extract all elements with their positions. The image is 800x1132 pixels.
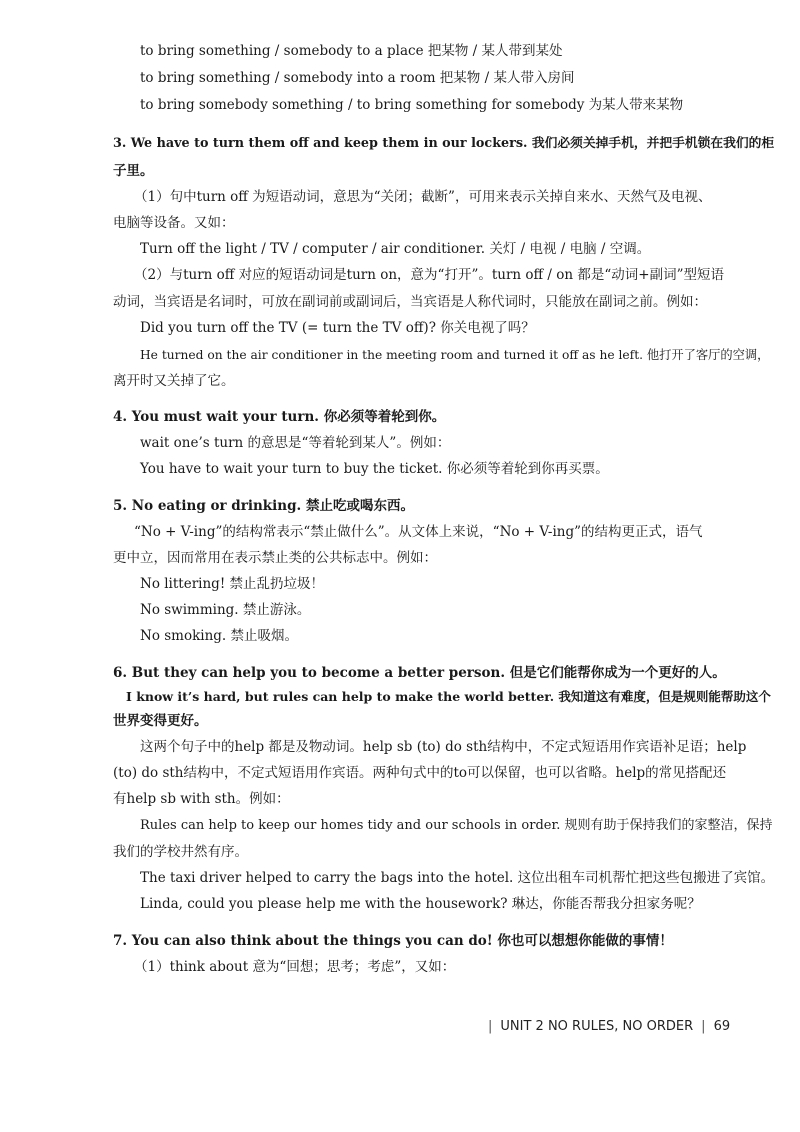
intro-example-2: to bring something / somebody into a room 把某物 / 某人带入房间 [140, 70, 575, 86]
section6-heading-2: I know it’s hard, but rules can help to make the world better. 我知道这有难度，但是规则能帮助这个 [126, 689, 771, 704]
section6-explanation-cont-1: (to) do sth结构中，不定式短语用作宾语。两种句式中的to可以保留，也可以省略。help的常见搭配还 [113, 765, 727, 781]
footer-divider: | [488, 1019, 493, 1034]
section7-point1: （1）think about 意为“回想；思考；考虑”，又如： [134, 959, 456, 975]
section3-point1: （1）句中turn off 为短语动词，意思为“关闭；截断”，可用来表示关掉自来水、天然气及电视、 [134, 189, 712, 205]
section5-explanation-cont: 更中立，因而常用在表示禁止类的公共标志中。例如： [113, 550, 437, 566]
section6-explanation-cont-2: 有help sb with sth。例如： [113, 791, 290, 807]
section6-explanation: 这两个句子中的help 都是及物动词。help sb (to) do sth结构中，不定式短语用作宾语补足语；help [140, 739, 747, 755]
section6-example-1: Rules can help to keep our homes tidy and our schools in order. 规则有助于保持我们的家整洁，保持 [140, 818, 773, 833]
section3-example-2: Did you turn off the TV (= turn the TV off)? 你关电视了吗？ [140, 320, 535, 336]
section3-example-3: He turned on the air conditioner in the meeting room and turned it off as he left. 他打开了客厅的空调， [140, 348, 770, 362]
section3-heading-cont: 子里。 [113, 163, 154, 179]
section3-heading: 3. We have to turn them off and keep them in our lockers. 我们必须关掉手机，并把手机锁在我们的柜 [113, 136, 775, 151]
section7-heading: 7. You can also think about the things you can do! 你也可以想想你能做的事情！ [113, 933, 673, 949]
section6-example-3: Linda, could you please help me with the housework? 琳达，你能否帮我分担家务呢？ [140, 896, 701, 912]
section5-example-3: No smoking. 禁止吸烟。 [140, 628, 299, 644]
section3-point2: （2）与turn off 对应的短语动词是turn on，意为“打开”。turn off / on 都是“动词+副词”型短语 [134, 267, 724, 283]
section4-explanation: wait one’s turn 的意思是“等着轮到某人”。例如： [140, 435, 451, 451]
section5-example-2: No swimming. 禁止游泳。 [140, 602, 311, 618]
footer-divider: | [701, 1019, 706, 1034]
intro-example-1: to bring something / somebody to a place 把某物 / 某人带到某处 [140, 43, 563, 59]
section5-explanation: “No + V-ing”的结构常表示“禁止做什么”。从文体上来说，“No + V-ing”的结构更正式，语气 [134, 524, 703, 540]
section6-example-2: The taxi driver helped to carry the bags into the hotel. 这位出租车司机帮忙把这些包搬进了宾馆。 [140, 870, 775, 886]
section3-point1-cont: 电脑等设备。又如： [113, 215, 235, 231]
section3-example-3-cont: 离开时又关掉了它。 [113, 373, 235, 389]
section3-point2-cont: 动词，当宾语是名词时，可放在副词前或副词后，当宾语是人称代词时，只能放在副词之前。例如： [113, 294, 707, 310]
footer-unit-title: UNIT 2 NO RULES, NO ORDER [500, 1019, 694, 1034]
section4-example: You have to wait your turn to buy the ticket. 你必须等着轮到你再买票。 [140, 461, 609, 477]
section6-heading-2-cont: 世界变得更好。 [113, 713, 208, 729]
page-footer [480, 1019, 730, 1034]
section3-example-1: Turn off the light / TV / computer / air conditioner. 关灯 / 电视 / 电脑 / 空调。 [140, 241, 651, 257]
section5-heading: 5. No eating or drinking. 禁止吃或喝东西。 [113, 498, 414, 514]
intro-example-3: to bring somebody something / to bring something for somebody 为某人带来某物 [140, 97, 684, 113]
page-number: 69 [713, 1019, 731, 1034]
section5-example-1: No littering! 禁止乱扔垃圾！ [140, 576, 325, 592]
section6-example-1-cont: 我们的学校井然有序。 [113, 844, 248, 860]
section6-heading: 6. But they can help you to become a better person. 但是它们能帮你成为一个更好的人。 [113, 665, 726, 681]
section4-heading: 4. You must wait your turn. 你必须等着轮到你。 [113, 409, 446, 425]
